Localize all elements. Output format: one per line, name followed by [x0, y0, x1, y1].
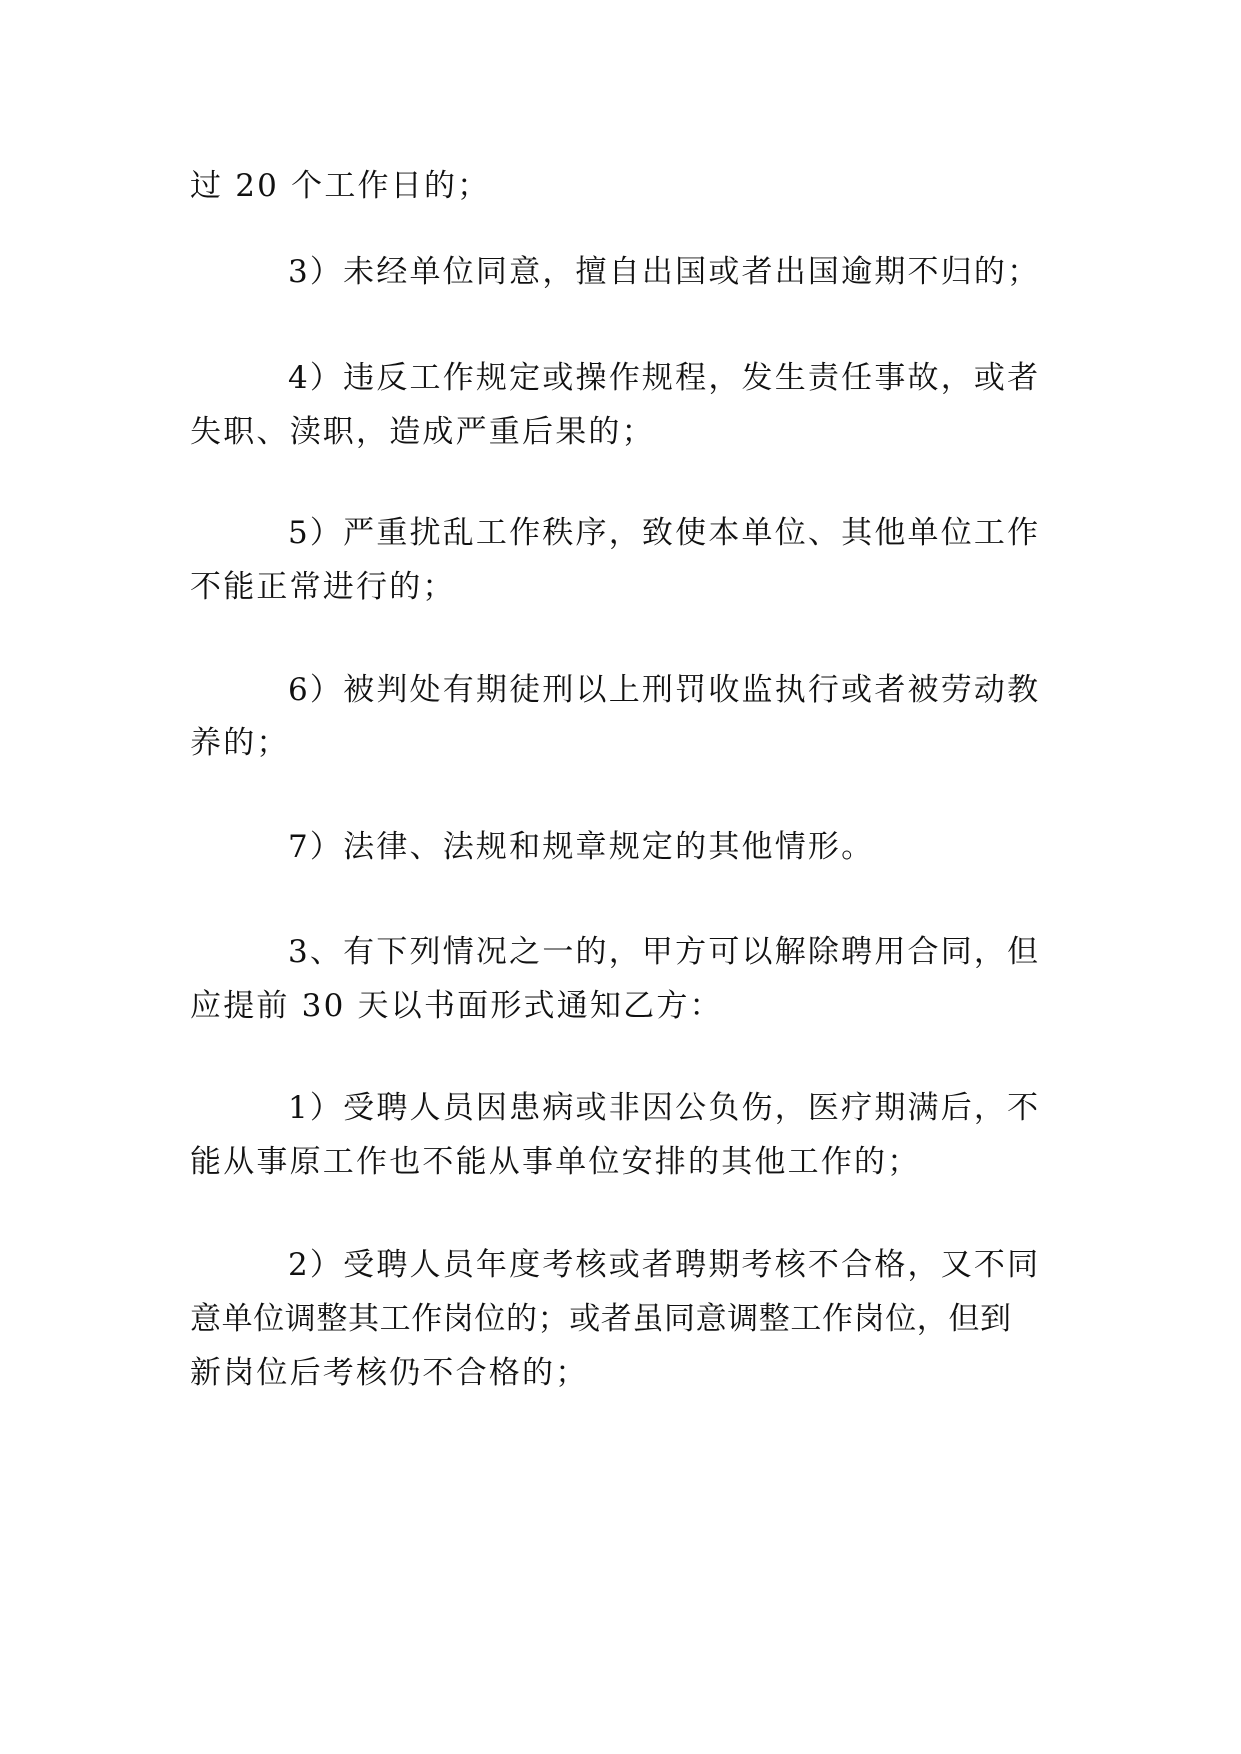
text-line-9: 7）法律、法规和规章规定的其他情形。	[288, 829, 875, 865]
text-line-6: 不能正常进行的；	[190, 569, 456, 605]
text-line-13: 能从事原工作也不能从事单位安排的其他工作的；	[190, 1144, 921, 1180]
text-line-10: 3、有下列情况之一的，甲方可以解除聘用合同，但	[288, 934, 1041, 970]
text-line-7: 6）被判处有期徒刑以上刑罚收监执行或者被劳动教	[288, 672, 1041, 708]
text-line-16: 新岗位后考核仍不合格的；	[190, 1355, 589, 1391]
text-line-5: 5）严重扰乱工作秩序，致使本单位、其他单位工作	[288, 515, 1041, 551]
text-line-2: 3）未经单位同意，擅自出国或者出国逾期不归的；	[288, 254, 1041, 290]
text-line-8: 养的；	[190, 725, 290, 761]
text-line-3: 4）违反工作规定或操作规程，发生责任事故，或者	[288, 360, 1041, 396]
text-line-12: 1）受聘人员因患病或非因公负伤，医疗期满后，不	[288, 1090, 1041, 1126]
text-line-4: 失职、渎职，造成严重后果的；	[190, 414, 655, 450]
text-line-14: 2）受聘人员年度考核或者聘期考核不合格，又不同	[288, 1247, 1041, 1283]
text-line-1: 过 20 个工作日的；	[190, 168, 491, 204]
text-line-15: 意单位调整其工作岗位的；或者虽同意调整工作岗位，但到	[190, 1301, 1012, 1337]
text-line-11: 应提前 30 天以书面形式通知乙方：	[190, 988, 723, 1024]
